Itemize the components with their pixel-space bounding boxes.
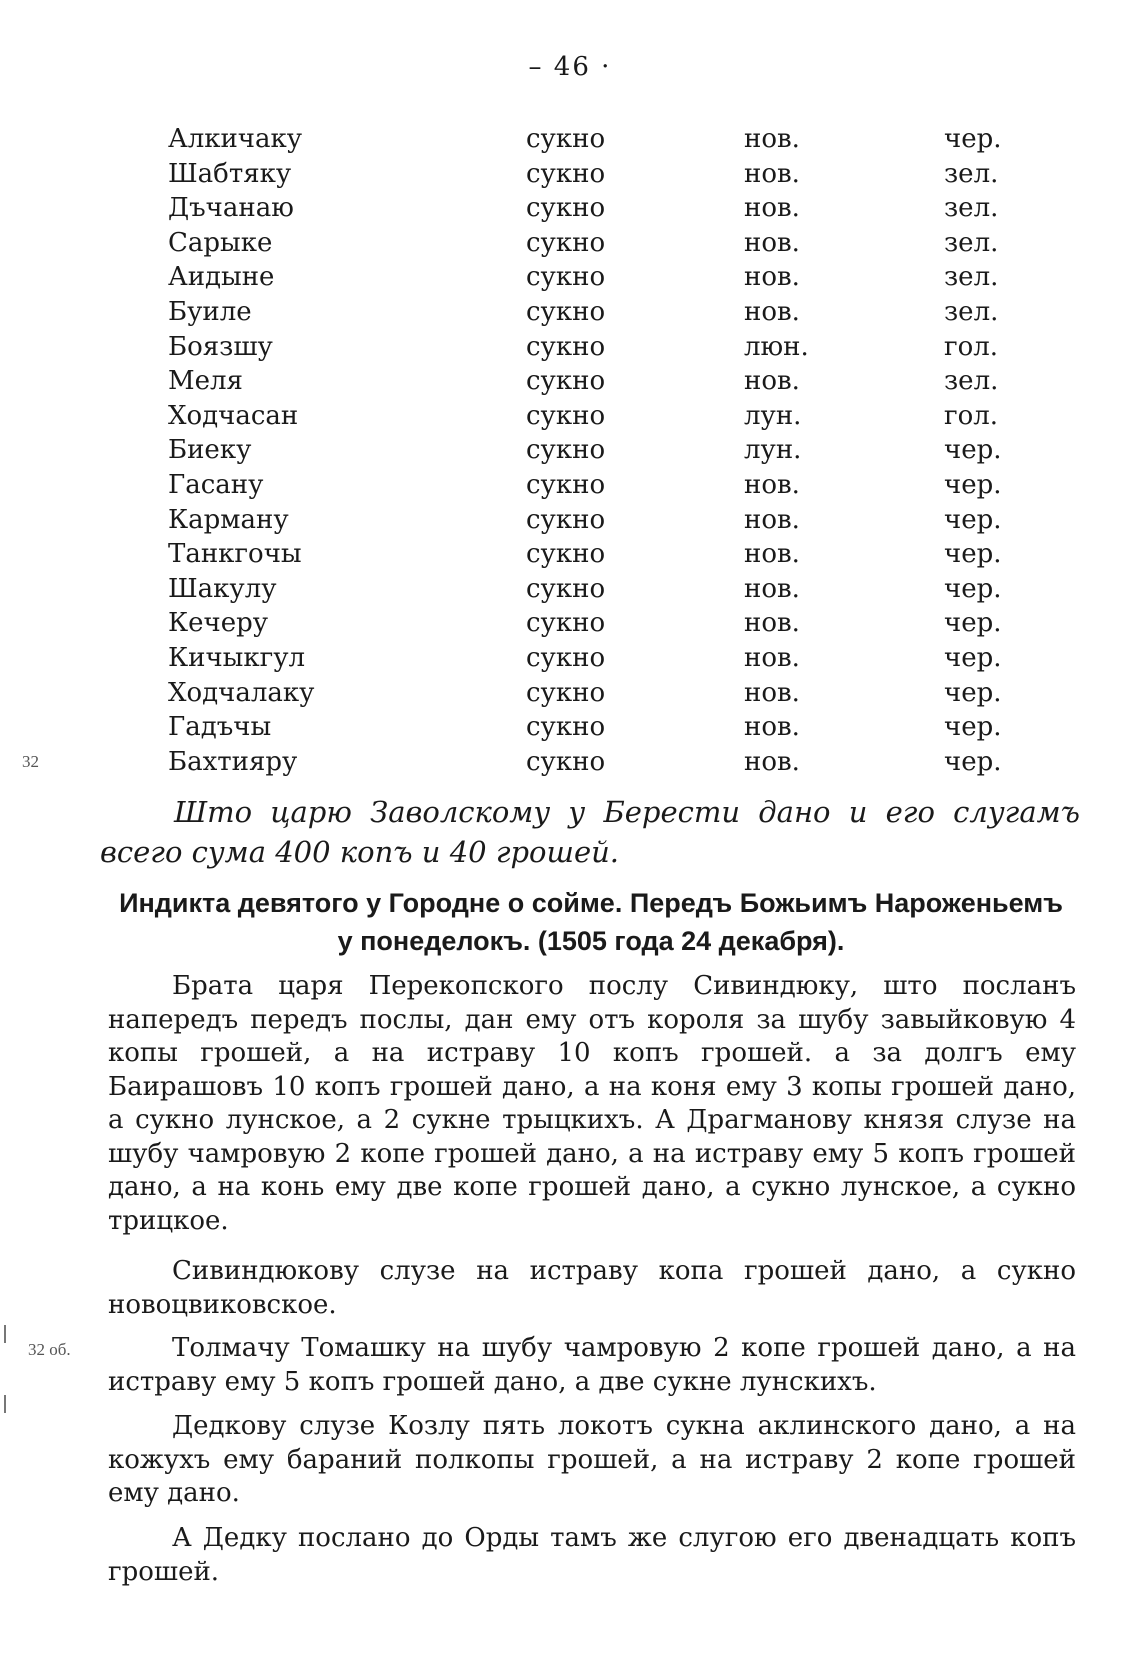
paragraph: Сивиндюкову слузе на истраву копа грошей дано, а сукно новоцвиковское. bbox=[108, 1256, 1076, 1320]
recipient-name: Сарыке bbox=[168, 227, 273, 258]
paragraph: А Дедку послано до Орды тамъ же слугою его двенадцать копъ грошей. bbox=[108, 1523, 1076, 1587]
cloth-color: чер. bbox=[944, 539, 1002, 570]
ledger-row bbox=[168, 226, 1018, 261]
recipient-name: Кечеру bbox=[168, 608, 269, 639]
ledger-row bbox=[168, 503, 1018, 538]
cloth-color: чер. bbox=[944, 573, 1002, 604]
recipient-name: Ходчалаку bbox=[168, 677, 315, 708]
recipient-name: Шабтяку bbox=[168, 158, 292, 189]
paragraph: Толмачу Томашку на шубу чамровую 2 копе грошей дано, а на истраву ему 5 копъ грошей дано, а две сукне лунскихъ. bbox=[108, 1333, 1076, 1397]
recipient-name: Биеку bbox=[168, 435, 252, 466]
ledger-row bbox=[168, 572, 1018, 607]
cloth-kind: нов. bbox=[744, 504, 800, 535]
cloth-color: зел. bbox=[944, 193, 999, 224]
cloth-kind: нов. bbox=[744, 746, 800, 777]
cloth-type: сукно bbox=[526, 193, 606, 224]
ledger-row bbox=[168, 745, 1018, 780]
cloth-type: сукно bbox=[526, 642, 606, 673]
page-number: – 46 · bbox=[528, 52, 612, 82]
recipient-name: Меля bbox=[168, 366, 243, 397]
cloth-type: сукно bbox=[526, 227, 606, 258]
cloth-color: гол. bbox=[944, 400, 999, 431]
cloth-color: чер. bbox=[944, 677, 1002, 708]
ledger-row bbox=[168, 710, 1018, 745]
ledger-row bbox=[168, 676, 1018, 711]
cloth-type: сукно bbox=[526, 573, 606, 604]
recipient-name: Дъчанаю bbox=[168, 193, 294, 224]
cloth-kind: нов. bbox=[744, 193, 800, 224]
section-heading bbox=[96, 884, 1086, 960]
cloth-kind: нов. bbox=[744, 366, 800, 397]
italic-section-title: Што царю Заволскому у Берести дано и его слугамъ всего сума 400 копъ и 40 грошей. bbox=[100, 795, 1080, 869]
recipient-name: Бахтияру bbox=[168, 746, 298, 777]
ledger-row bbox=[168, 641, 1018, 676]
cloth-type: сукно bbox=[526, 435, 606, 466]
cloth-kind: нов. bbox=[744, 677, 800, 708]
recipient-name: Боязшу bbox=[168, 331, 273, 362]
cloth-color: чер. bbox=[944, 608, 1002, 639]
ledger-row bbox=[168, 433, 1018, 468]
ledger-row bbox=[168, 122, 1018, 157]
cloth-color: зел. bbox=[944, 227, 999, 258]
cloth-kind: нов. bbox=[744, 539, 800, 570]
cloth-type: сукно bbox=[526, 608, 606, 639]
recipient-name: Алкичаку bbox=[168, 124, 303, 154]
margin-bar bbox=[4, 1325, 6, 1343]
cloth-kind: нов. bbox=[744, 227, 800, 258]
cloth-color: зел. bbox=[944, 158, 999, 189]
section-heading-line: Индикта девятого у Городне о сойме. Передъ Божьимъ Нароженьемъ bbox=[119, 888, 1063, 918]
cloth-color: чер. bbox=[944, 642, 1002, 673]
paragraph: Брата царя Перекопского послу Сивиндюку, што посланъ напередъ передъ послы, дан ему отъ короля за шубу завыйковую 4 копы грошей, а на истраву 10 копъ грошей. а за долгъ ему Баирашовъ 10 копъ грошей дано, а на коня ему 3 копы грошей дано, а сукно лунское, а 2 сукне трыцкихъ. А Драгманову князя слузе на шубу чамровую 2 копе грошей дано, а на истраву ему 5 копъ грошей дано, а на конь ему две копе грошей дано, а сукно лунское, а сукно трицкое. bbox=[108, 971, 1076, 1236]
cloth-type: сукно bbox=[526, 677, 606, 708]
cloth-color: чер. bbox=[944, 435, 1002, 466]
margin-note-folio-verso: 32 об. bbox=[28, 1340, 71, 1359]
recipient-name: Карману bbox=[168, 504, 289, 535]
cloth-color: зел. bbox=[944, 366, 999, 397]
ledger-row bbox=[168, 606, 1018, 641]
cloth-type: сукно bbox=[526, 469, 606, 500]
ledger-row bbox=[168, 260, 1018, 295]
recipient-name: Гасану bbox=[168, 469, 264, 500]
recipient-name: Ходчасан bbox=[168, 400, 299, 431]
cloth-type: сукно bbox=[526, 539, 606, 570]
cloth-kind: нов. bbox=[744, 712, 800, 743]
cloth-type: сукно bbox=[526, 712, 606, 743]
cloth-color: чер. bbox=[944, 124, 1002, 154]
cloth-type: сукно bbox=[526, 504, 606, 535]
cloth-color: чер. bbox=[944, 712, 1002, 743]
cloth-type: сукно bbox=[526, 400, 606, 431]
ledger-row bbox=[168, 295, 1018, 330]
cloth-kind: нов. bbox=[744, 124, 800, 154]
cloth-type: сукно bbox=[526, 366, 606, 397]
cloth-kind: нов. bbox=[744, 296, 800, 327]
cloth-type: сукно bbox=[526, 158, 606, 189]
cloth-type: сукно bbox=[526, 296, 606, 327]
cloth-color: чер. bbox=[944, 469, 1002, 500]
cloth-kind: нов. bbox=[744, 158, 800, 189]
cloth-type: сукно bbox=[526, 124, 606, 154]
cloth-kind: люн. bbox=[744, 331, 809, 362]
recipient-name: Шакулу bbox=[168, 573, 277, 604]
ledger-row bbox=[168, 468, 1018, 503]
ledger-table bbox=[168, 122, 1018, 779]
cloth-kind: нов. bbox=[744, 608, 800, 639]
cloth-color: чер. bbox=[944, 504, 1002, 535]
recipient-name: Буиле bbox=[168, 296, 252, 327]
recipient-name: Аидыне bbox=[168, 262, 275, 293]
ledger-row bbox=[168, 537, 1018, 572]
cloth-type: сукно bbox=[526, 331, 606, 362]
ledger-row bbox=[168, 399, 1018, 434]
ledger-row bbox=[168, 191, 1018, 226]
cloth-type: сукно bbox=[526, 262, 606, 293]
recipient-name: Кичыкгул bbox=[168, 642, 306, 673]
cloth-color: гол. bbox=[944, 331, 999, 362]
cloth-kind: нов. bbox=[744, 573, 800, 604]
section-heading-line: у понеделокъ. (1505 года 24 декабря). bbox=[337, 926, 845, 956]
recipient-name: Гадъчы bbox=[168, 712, 272, 743]
cloth-type: сукно bbox=[526, 746, 606, 777]
cloth-color: зел. bbox=[944, 262, 999, 293]
margin-bar bbox=[4, 1395, 6, 1413]
cloth-color: зел. bbox=[944, 296, 999, 327]
cloth-kind: лун. bbox=[744, 400, 802, 431]
ledger-row bbox=[168, 330, 1018, 365]
cloth-kind: нов. bbox=[744, 469, 800, 500]
ledger-row bbox=[168, 364, 1018, 399]
recipient-name: Танкгочы bbox=[168, 539, 302, 570]
cloth-kind: нов. bbox=[744, 262, 800, 293]
cloth-kind: нов. bbox=[744, 642, 800, 673]
margin-note-folio: 32 bbox=[22, 752, 39, 771]
paragraph: Дедкову слузе Козлу пять локотъ сукна аклинского дано, а на кожухъ ему бараний полкопы грошей, а на истраву 2 копе грошей ему дано. bbox=[108, 1411, 1076, 1508]
cloth-kind: лун. bbox=[744, 435, 802, 466]
cloth-color: чер. bbox=[944, 746, 1002, 777]
ledger-row bbox=[168, 157, 1018, 192]
